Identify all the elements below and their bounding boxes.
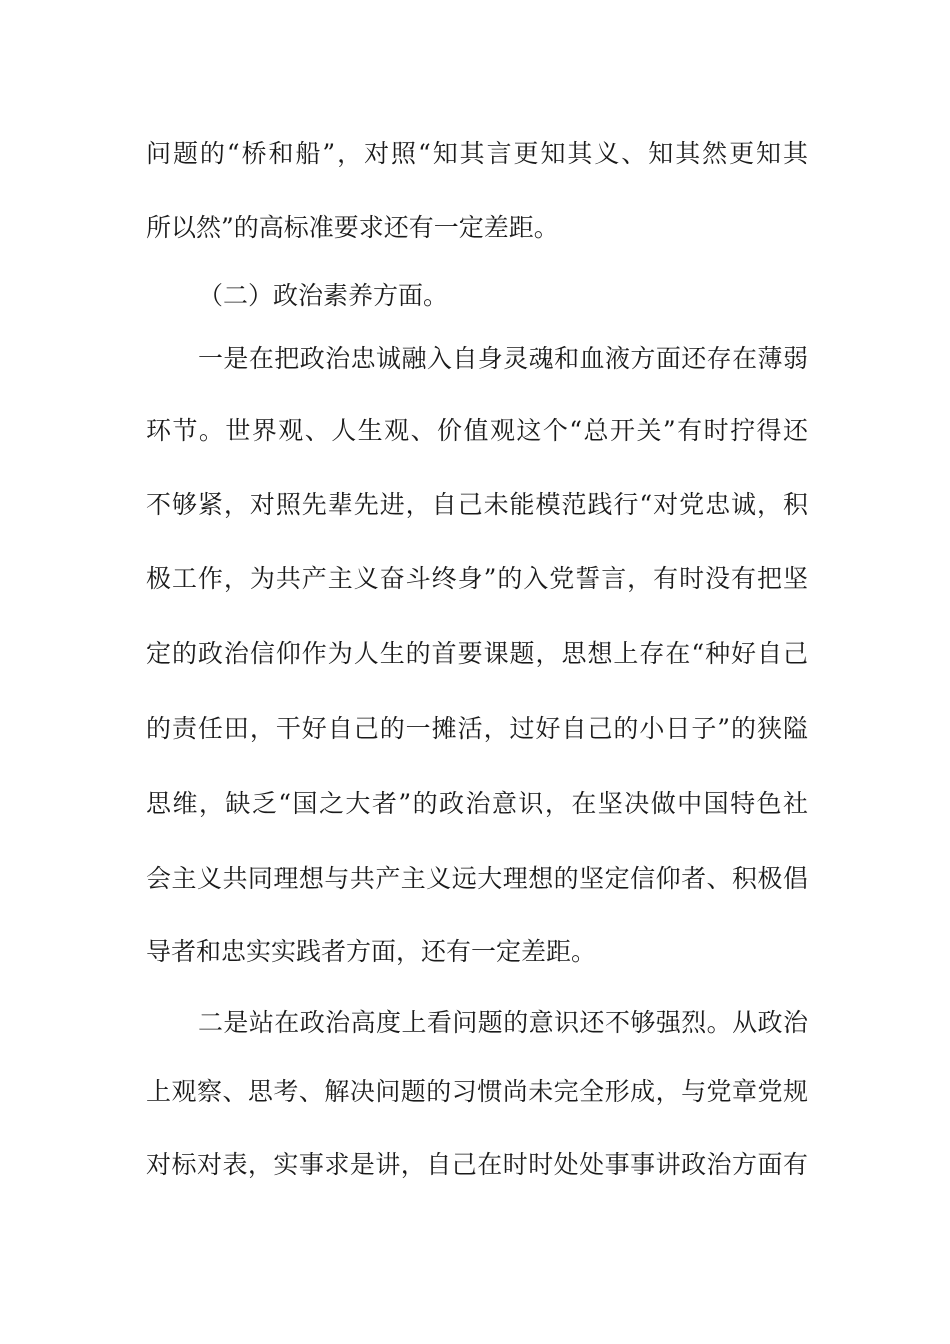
text-line: 二是站在政治高度上看问题的意识还不够强烈。从政治: [198, 1008, 808, 1037]
text-line: 上观察、思考、解决问题的习惯尚未完全形成，与党章党规: [146, 1077, 808, 1106]
text-line: 环节。世界观、人生观、价值观这个“总开关”有时拧得还: [146, 416, 808, 445]
text-line: 问题的“桥和船”，对照“知其言更知其义、知其然更知其: [146, 139, 808, 168]
text-line: 导者和忠实实践者方面，还有一定差距。: [146, 937, 597, 966]
text-line: 不够紧，对照先辈先进，自己未能模范践行“对党忠诚，积: [146, 490, 808, 519]
text-line: 极工作，为共产主义奋斗终身”的入党誓言，有时没有把坚: [146, 564, 808, 593]
text-line: 思维，缺乏“国之大者”的政治意识，在坚决做中国特色社: [146, 789, 808, 818]
text-line: 定的政治信仰作为人生的首要课题，思想上存在“种好自己: [146, 639, 808, 668]
text-line: 对标对表，实事求是讲，自己在时时处处事事讲政治方面有: [146, 1150, 808, 1179]
section-heading: （二）政治素养方面。: [198, 281, 449, 310]
text-line: 所以然”的高标准要求还有一定差距。: [146, 213, 559, 242]
text-line: 一是在把政治忠诚融入自身灵魂和血液方面还存在薄弱: [198, 344, 808, 373]
text-line: 的责任田，干好自己的一摊活，过好自己的小日子”的狭隘: [146, 714, 808, 743]
text-line: 会主义共同理想与共产主义远大理想的坚定信仰者、积极倡: [146, 864, 808, 893]
